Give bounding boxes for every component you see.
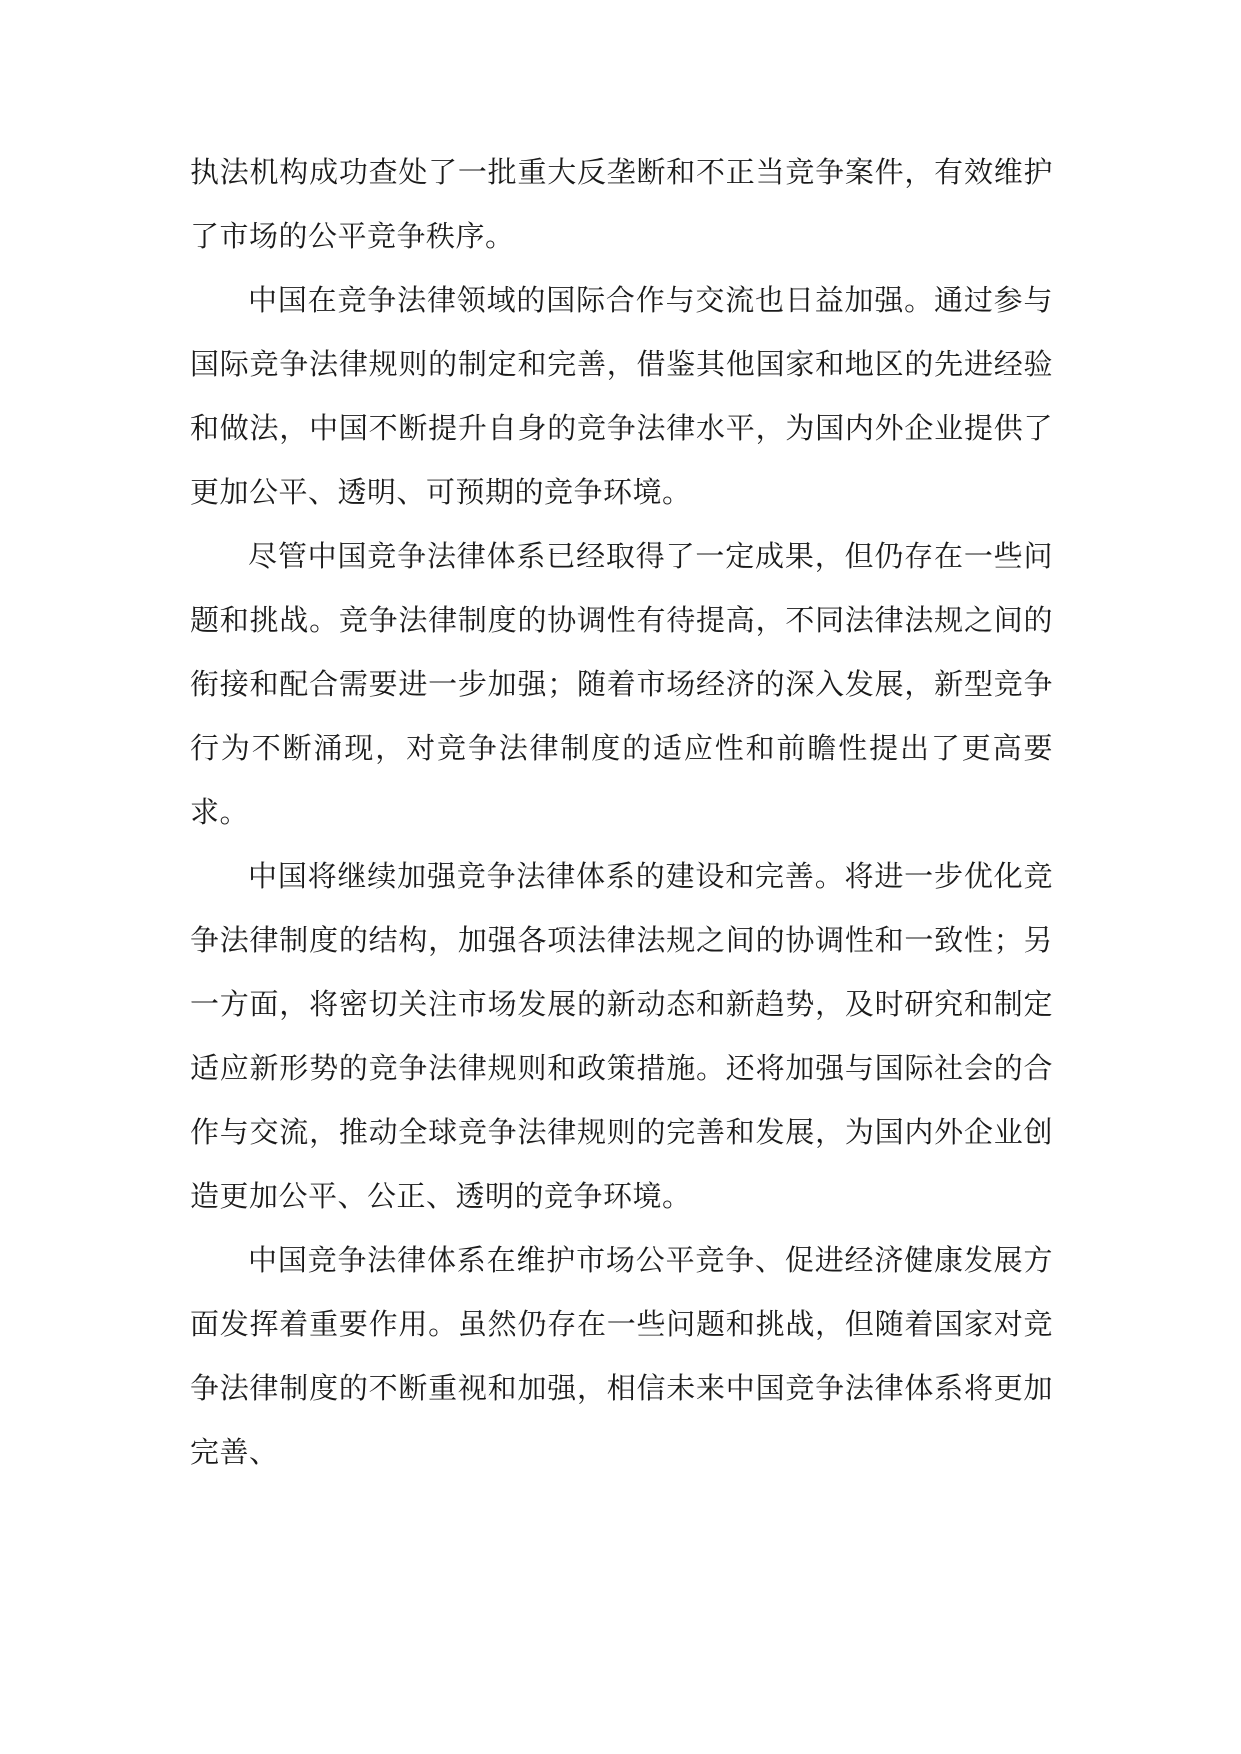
paragraph-2: 中国在竞争法律领域的国际合作与交流也日益加强。通过参与国际竞争法律规则的制定和完善，借鉴其他国家和地区的先进经验和做法，中国不断提升自身的竞争法律水平，为国内外企业提供了更加公平、透明、可预期的竞争环境。 [190, 283, 1053, 509]
paragraph-5: 中国竞争法律体系在维护市场公平竞争、促进经济健康发展方面发挥着重要作用。虽然仍存在一些问题和挑战，但随着国家对竞争法律制度的不断重视和加强，相信未来中国竞争法律体系将更加完善、 [190, 1243, 1053, 1469]
paragraph-1: 执法机构成功查处了一批重大反垄断和不正当竞争案件，有效维护了市场的公平竞争秩序。 [190, 155, 1053, 253]
paragraph-4: 中国将继续加强竞争法律体系的建设和完善。将进一步优化竞争法律制度的结构，加强各项法律法规之间的协调性和一致性；另一方面，将密切关注市场发展的新动态和新趋势，及时研究和制定适应新形势的竞争法律规则和政策措施。还将加强与国际社会的合作与交流，推动全球竞争法律规则的完善和发展，为国内外企业创造更加公平、公正、透明的竞争环境。 [190, 859, 1053, 1213]
paragraph-3: 尽管中国竞争法律体系已经取得了一定成果，但仍存在一些问题和挑战。竞争法律制度的协调性有待提高，不同法律法规之间的衔接和配合需要进一步加强；随着市场经济的深入发展，新型竞争行为不断涌现，对竞争法律制度的适应性和前瞻性提出了更高要求。 [190, 539, 1053, 829]
